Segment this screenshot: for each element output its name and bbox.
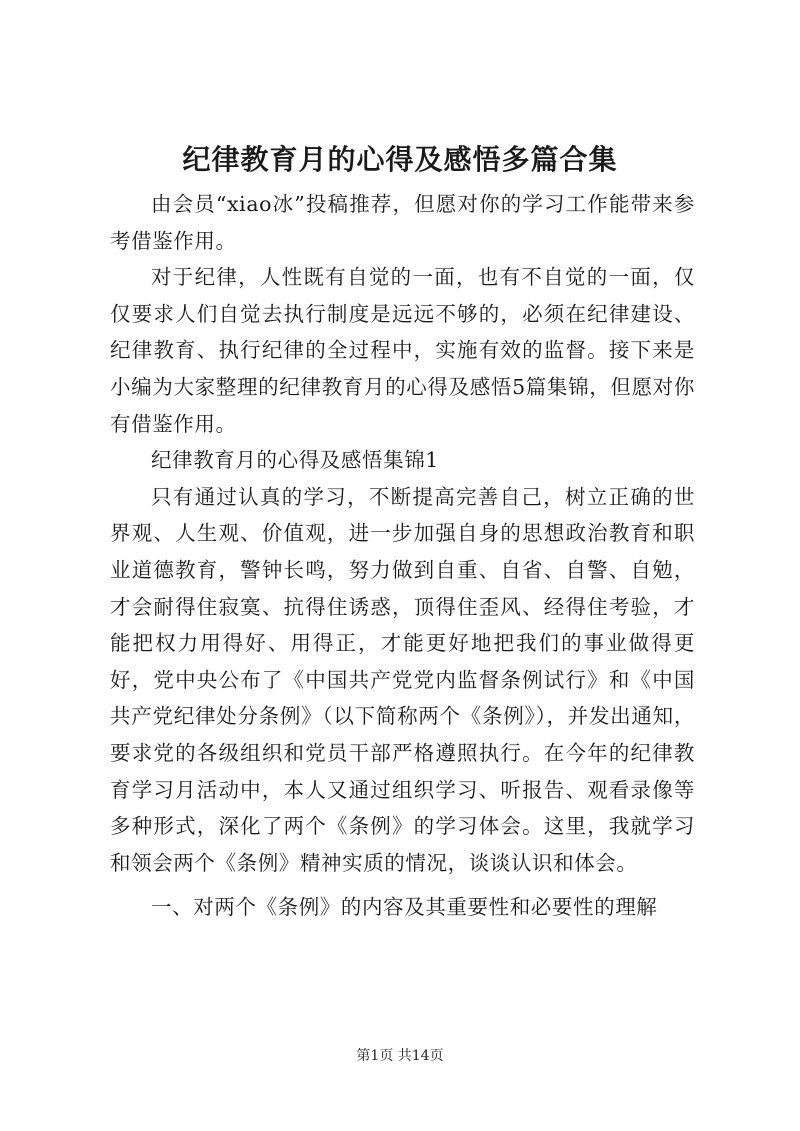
paragraph-preface: 对于纪律，人性既有自觉的一面，也有不自觉的一面，仅仅要求人们自觉去执行制度是远远不够的，必须在纪律建设、纪律教育、执行纪律的全过程中，实施有效的监督。接下来是小编为大家整理的纪律教育月的心得及感悟5篇集锦，但愿对你有借鉴作用。 [110, 265, 695, 436]
document-title: 纪律教育月的心得及感悟多篇合集 [182, 143, 618, 176]
document-body [110, 186, 695, 926]
section-heading: 纪律教育月的心得及感悟集锦1 [151, 448, 439, 473]
paragraph-main: 只有通过认真的学习，不断提高完善自己，树立正确的世界观、人生观、价值观，进一步加强自身的思想政治教育和职业道德教育，警钟长鸣，努力做到自重、自省、自警、自勉，才会耐得住寂寞、抗得住诱惑，顶得住歪风、经得住考验，才能把权力用得好、用得正，才能更好地把我们的事业做得更好，党中央公布了《中国共产党党内监督条例试行》和《中国共产党纪律处分条例》（以下简称两个《条例》），并发出通知，要求党的各级组织和党员干部严格遵照执行。在今年的纪律教育学习月活动中，本人又通过组织学习、听报告、观看录像等多种形式，深化了两个《条例》的学习体会。这里，我就学习和领会两个《条例》精神实质的情况，谈谈认识和体会。 [110, 484, 695, 875]
subsection-heading: 一、对两个《条例》的内容及其重要性和必要性的理解 [151, 895, 658, 920]
page-number: 第1页 共14页 [356, 1048, 444, 1064]
paragraph-intro: 由会员“xiao冰”投稿推荐，但愿对你的学习工作能带来参考借鉴作用。 [110, 192, 695, 253]
